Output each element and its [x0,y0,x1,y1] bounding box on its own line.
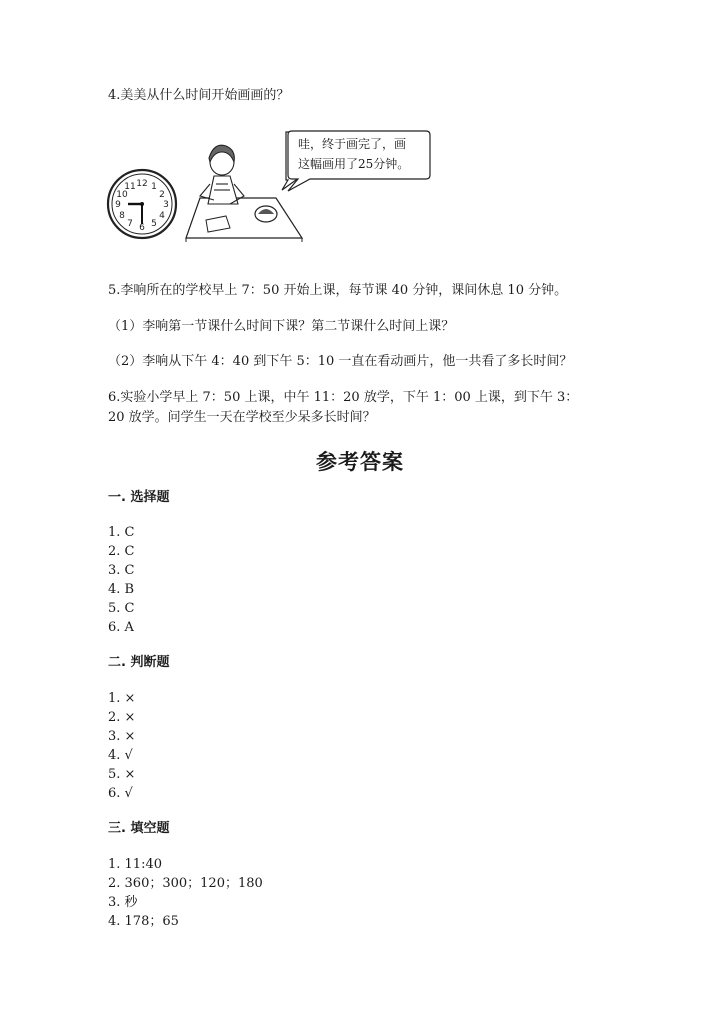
question-4-illustration [104,124,304,248]
clock-number-1: 1 [151,182,157,192]
answer-item: 3. 秒 [108,895,138,910]
clock-number-2: 2 [159,190,165,200]
clock-number-3: 3 [163,200,169,210]
answer-item: 4. 178；65 [108,914,179,929]
section-heading-choice: 一. 选择题 [108,490,170,505]
section-heading-judgement: 二. 判断题 [108,655,170,670]
answer-item: 4. √ [108,748,133,763]
question-6-line-1: 6.实验小学早上 7：50 上课，中午 11：20 放学，下午 1：00 上课，到下午 3： [108,390,579,405]
clock-number-7: 7 [127,219,133,229]
answer-item: 3. C [108,563,135,578]
question-4: 4.美美从什么时间开始画画的？ [108,88,290,103]
question-6-line-2: 20 放学。问学生一天在学校至少呆多长时间？ [108,410,376,425]
answer-item: 1. 11:40 [108,857,162,872]
answer-item: 4. B [108,582,135,597]
clock-and-girl-drawing [104,124,304,248]
clock-number-9: 9 [115,200,121,210]
answer-item: 5. × [108,767,136,782]
answers-title: 参考答案 [316,449,404,474]
answer-item: 5. C [108,601,135,616]
clock-number-10: 10 [116,190,128,200]
answer-item: 1. × [108,691,136,706]
answer-item: 3. × [108,729,136,744]
answer-item: 2. 360；300；120；180 [108,876,263,891]
question-5-part-1: （1）李响第一节课什么时间下课？第二节课什么时间上课？ [108,319,455,334]
question-5: 5.李响所在的学校早上 7：50 开始上课，每节课 40 分钟，课间休息 10 分钟。 [108,283,568,298]
question-5-part-2: （2）李响从下午 4：40 到下午 5：10 一直在看动画片，他一共看了多长时间？ [108,354,573,369]
clock-number-4: 4 [159,211,165,221]
clock-number-12: 12 [136,179,148,189]
clock-icon [108,170,176,238]
speech-bubble-line-2: 这幅画用了25分钟。 [298,157,410,171]
speech-bubble-line-1: 哇，终于画完了，画 [298,137,407,151]
answer-item: 6. A [108,620,134,635]
clock-number-8: 8 [119,211,125,221]
answer-item: 2. × [108,710,136,725]
girl-drawing [200,145,244,204]
answer-item: 6. √ [108,786,133,801]
clock-number-5: 5 [151,219,157,229]
clock-number-11: 11 [124,182,136,192]
answer-item: 1. C [108,525,135,540]
clock-number-6: 6 [139,223,145,233]
section-heading-fill-in: 三. 填空题 [108,821,170,836]
answer-item: 2. C [108,544,135,559]
table-drawing [186,198,302,242]
